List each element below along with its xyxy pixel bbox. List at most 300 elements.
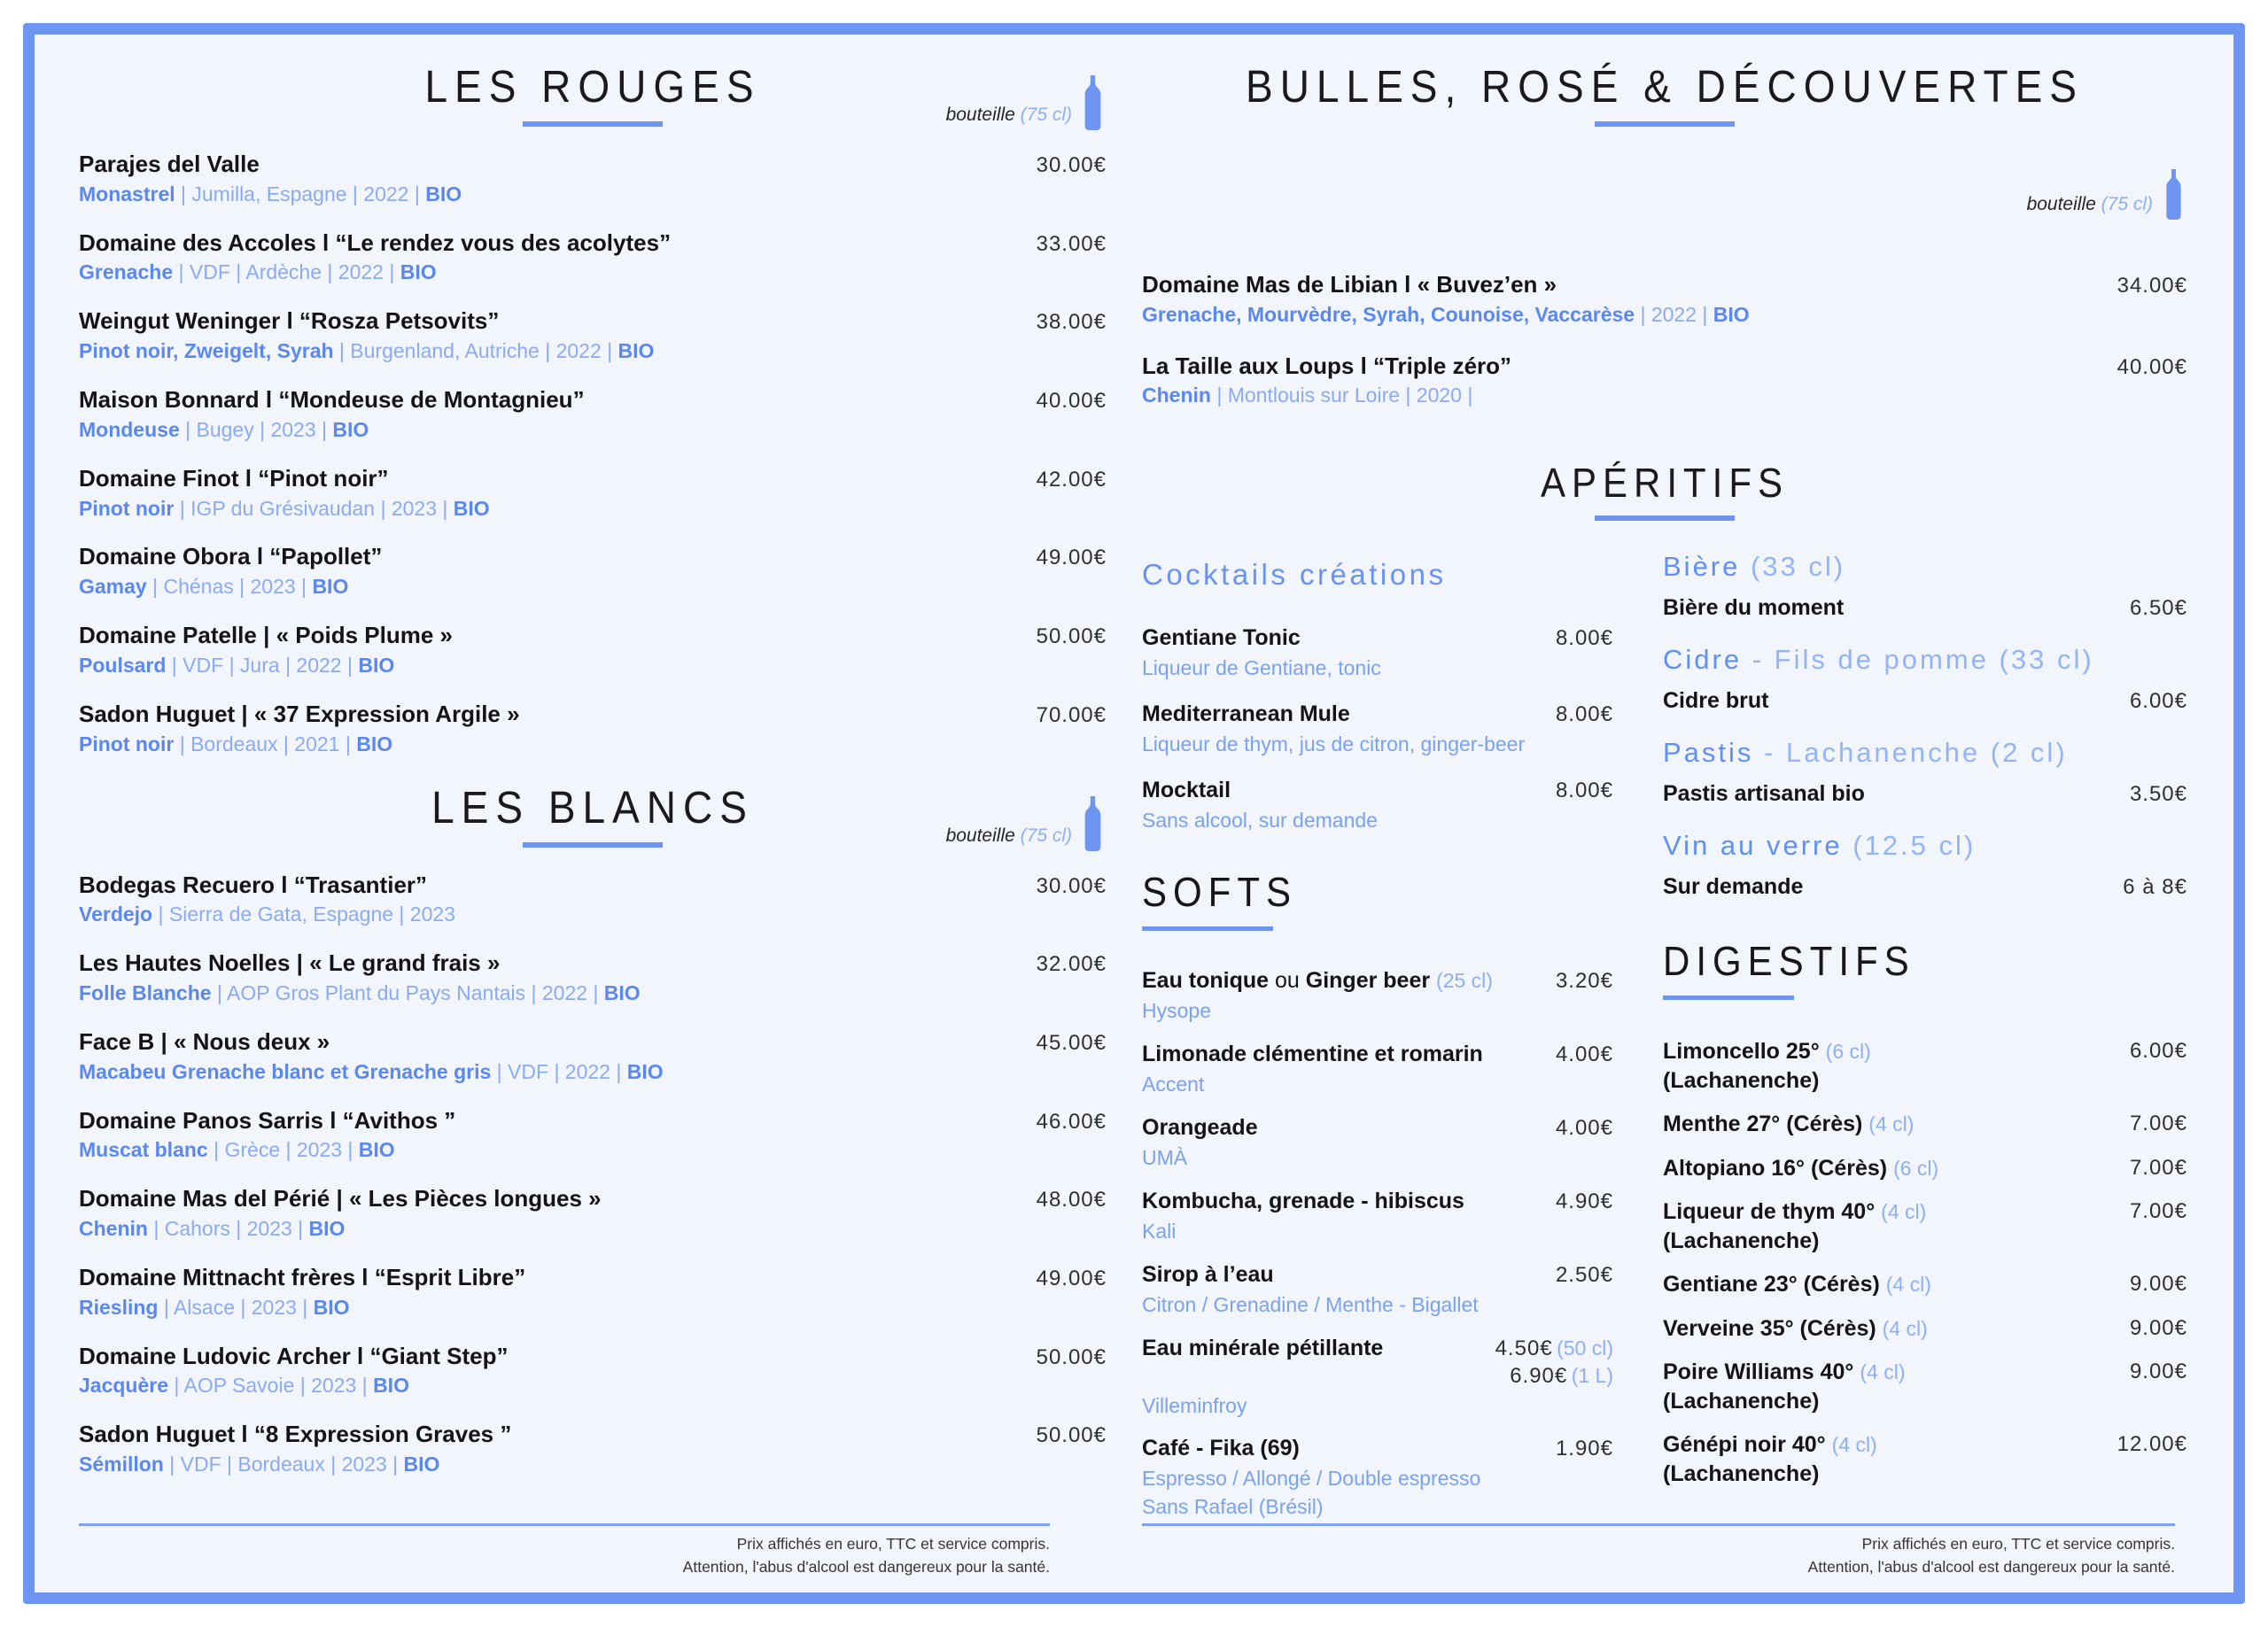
wine-price: 42.00€: [1036, 467, 1107, 492]
wine-grape: Sémillon: [79, 1453, 164, 1476]
wine-item: [79, 621, 1107, 679]
wine-grape: Gamay: [79, 575, 147, 599]
wine-bio-badge: BIO: [308, 1217, 346, 1241]
digestif-item: [1663, 1037, 2187, 1095]
wine-price: 70.00€: [1036, 702, 1107, 727]
digestif-size-label: (4 cl): [1885, 1273, 1931, 1297]
wine-info: [79, 1420, 511, 1478]
soft-item: [1142, 1262, 1613, 1319]
wine-grape: Jacquère: [79, 1374, 169, 1398]
wine-price: 30.00€: [1036, 153, 1107, 177]
soft-price-line: [1495, 1336, 1613, 1361]
cocktail-price: 8.00€: [1555, 702, 1613, 727]
soft-row: [1142, 968, 1613, 994]
wine-bottle-icon: [2163, 169, 2184, 220]
wine-name: Face B | « Nous deux »: [79, 1027, 330, 1055]
cocktail-name: Mocktail: [1142, 778, 1231, 803]
wine-price: 49.00€: [1036, 546, 1107, 570]
wine-price: 33.00€: [1036, 231, 1107, 256]
soft-row: [1142, 1262, 1613, 1288]
digestif-producer: (Lachanenche): [1663, 1388, 1820, 1414]
digestifs-header: [1663, 938, 2187, 1000]
wine-details: [79, 732, 520, 758]
cocktail-name: Mediterranean Mule: [1142, 701, 1350, 727]
wine-item: [79, 700, 1107, 758]
wine-name: Domaine Obora l “Papollet”: [79, 543, 383, 570]
wine-info: [79, 542, 382, 600]
digestif-name-text: Liqueur de thym 40°: [1663, 1199, 1876, 1225]
wine-details: [79, 260, 671, 286]
soft-name-part: Eau tonique: [1142, 968, 1270, 994]
digestif-item: [1663, 1197, 2187, 1255]
soft-item: [1142, 1336, 1613, 1420]
digestif-producer: (Lachanenche): [1663, 1067, 1820, 1093]
digestif-name-text: Menthe 27° (Cérès): [1663, 1112, 1863, 1137]
soft-price-value: 3.20€: [1555, 969, 1613, 994]
wine-grape: Pinot noir: [79, 496, 175, 520]
wine-price: 50.00€: [1036, 1423, 1107, 1448]
wine-bio-badge: BIO: [626, 1059, 664, 1083]
page-wines: [79, 60, 1107, 1578]
section-title-aperitifs: APÉRITIFS: [1540, 460, 1790, 507]
tap-title-main: Bière: [1663, 551, 1741, 583]
wine-price: 40.00€: [2117, 354, 2187, 379]
wine-name: Sadon Huguet l “8 Expression Graves ”: [79, 1421, 512, 1448]
wine-grape: Grenache: [79, 260, 174, 284]
soft-price-size: (1 L): [1571, 1363, 1613, 1387]
soft-name-part: Ginger beer: [1305, 968, 1431, 994]
wine-item: [79, 1263, 1107, 1321]
wine-name: Domaine Finot l “Pinot noir”: [79, 464, 389, 492]
wine-price: 30.00€: [1036, 873, 1107, 898]
digestif-price: 12.00€: [2117, 1432, 2187, 1457]
wine-item: [79, 1106, 1107, 1165]
page-aperitifs: [1142, 60, 2187, 1578]
wine-info: [79, 1184, 602, 1243]
tap-row: [1663, 874, 2187, 900]
section-underline: [1595, 121, 1735, 127]
wine-bio-badge: BIO: [453, 496, 490, 520]
digestif-price: 7.00€: [2129, 1155, 2187, 1180]
cocktail-item: [1142, 778, 1613, 834]
wine-bio-badge: BIO: [313, 1295, 350, 1319]
rouges-header: [79, 60, 1107, 127]
digestif-name: [1663, 1358, 1906, 1415]
tap-title-main: Pastis: [1663, 737, 1754, 769]
wine-item: [79, 1342, 1107, 1400]
cocktail-desc: Sans alcool, sur demande: [1142, 809, 1378, 833]
wine-item: [79, 1184, 1107, 1243]
tap-section: [1663, 737, 2187, 807]
wine-name: Domaine Mittnacht frères l “Esprit Libre”: [79, 1263, 526, 1290]
soft-name: Kombucha, grenade - hibiscus: [1142, 1188, 1464, 1213]
wine-info: [79, 871, 455, 929]
bottle-format-tag: [2027, 169, 2184, 220]
wine-details: [79, 417, 585, 444]
section-underline: [523, 121, 663, 127]
soft-item: [1142, 1189, 1613, 1245]
soft-desc: Accent: [1142, 1072, 1205, 1096]
section-underline: [1663, 996, 1794, 1000]
soft-item: [1142, 1115, 1613, 1172]
soft-price: [1543, 969, 1613, 994]
tap-item-name: Bière du moment: [1663, 595, 1845, 621]
wine-details: [79, 338, 654, 365]
wine-name: Domaine Ludovic Archer l “Giant Step”: [79, 1342, 509, 1369]
softs-header: [1142, 869, 1613, 931]
wine-region-vintage: | Chénas | 2023 |: [146, 575, 313, 599]
wine-grape: Chenin: [79, 1217, 148, 1241]
soft-item: [1142, 968, 1613, 1025]
wine-grape: Macabeu Grenache blanc et Grenache gris: [79, 1059, 492, 1083]
digestif-size-label: (4 cl): [1881, 1200, 1927, 1224]
soft-price: [1483, 1336, 1613, 1389]
bottle-format-label: [946, 105, 1072, 130]
digestif-item: [1663, 1154, 2187, 1183]
digestif-producer: (Lachanenche): [1663, 1228, 1820, 1253]
digestif-name-text: Poire Williams 40°: [1663, 1360, 1854, 1385]
wine-details: [79, 574, 382, 600]
wine-name: Domaine des Accoles l “Le rendez vous des acolytes”: [79, 229, 672, 256]
wine-price: 46.00€: [1036, 1109, 1107, 1134]
wine-info: [79, 621, 453, 679]
wine-region-vintage: | Cahors | 2023 |: [147, 1217, 309, 1241]
soft-price-value: 4.00€: [1555, 1115, 1613, 1140]
wine-region-vintage: | Burgenland, Autriche | 2022 |: [333, 339, 618, 363]
soft-desc: UMÀ: [1142, 1145, 1188, 1169]
wine-info: [79, 1342, 508, 1400]
wine-bio-badge: BIO: [1713, 302, 1750, 326]
wine-name: Parajes del Valle: [79, 151, 260, 177]
wine-info: [79, 385, 585, 444]
soft-price-value: 1.90€: [1555, 1437, 1613, 1461]
section-title-blancs: LES BLANCS: [431, 781, 754, 833]
wine-info: [1142, 352, 1511, 410]
wine-region-vintage: | AOP Savoie | 2023 |: [168, 1374, 374, 1398]
digestif-item: [1663, 1314, 2187, 1344]
wine-item: [79, 385, 1107, 444]
wine-bottle-icon: [1083, 75, 1103, 130]
wine-info: [79, 306, 654, 365]
tap-title-detail: - Lachanenche (2 cl): [1753, 737, 2068, 769]
soft-price-value: 6.90€: [1510, 1363, 1568, 1388]
soft-price: [1543, 1189, 1613, 1214]
wine-bottle-icon: [1083, 796, 1103, 851]
tap-section: [1663, 644, 2187, 714]
menu-inner: [35, 35, 2233, 1592]
digestif-price: 9.00€: [2129, 1315, 2187, 1340]
tap-title-detail: - Fils de pomme (33 cl): [1742, 644, 2094, 676]
digestif-size-label: (6 cl): [1825, 1040, 1871, 1064]
tap-title-detail: (33 cl): [1740, 551, 1846, 583]
cocktails-title: Cocktails créations: [1142, 558, 1447, 592]
wine-bio-badge: BIO: [373, 1374, 409, 1398]
section-title-rouges: LES ROUGES: [424, 60, 761, 112]
bottle-format-tag: [946, 75, 1103, 130]
wine-grape: Grenache, Mourvèdre, Syrah, Counoise, Vaccarèse: [1142, 302, 1635, 326]
wine-bio-badge: BIO: [358, 653, 395, 677]
bottle-size-label: (75 cl): [1020, 825, 1072, 846]
wine-info: [79, 1263, 525, 1321]
tap-title-main: Cidre: [1663, 644, 1743, 676]
wine-grape: Folle Blanche: [79, 980, 212, 1004]
bottle-label: bouteille: [945, 825, 1015, 846]
tap-section: [1663, 830, 2187, 900]
wine-details: [79, 1059, 664, 1086]
wine-price: 45.00€: [1036, 1030, 1107, 1055]
wine-grape: Verdejo: [79, 903, 153, 926]
wine-price: 48.00€: [1036, 1188, 1107, 1213]
wine-bio-badge: BIO: [358, 1138, 395, 1162]
digestif-price: 9.00€: [2129, 1272, 2187, 1297]
wine-bio-badge: BIO: [603, 980, 641, 1004]
tap-title: [1663, 644, 2187, 676]
soft-row: [1142, 1336, 1613, 1389]
tap-row: [1663, 595, 2187, 621]
soft-desc: Kali: [1142, 1219, 1177, 1243]
wine-name: Les Hautes Noelles | « Le grand frais »: [79, 949, 501, 977]
digestif-name: [1663, 1154, 1938, 1183]
digestif-name: [1663, 1037, 1871, 1095]
tap-item-price: 6.00€: [2129, 689, 2187, 714]
digestif-size-label: (6 cl): [1893, 1156, 1939, 1180]
tap-item-name: Cidre brut: [1663, 688, 1769, 714]
menu-frame: [23, 23, 2245, 1604]
footer-note: [1142, 1523, 2175, 1578]
digestif-name: [1663, 1110, 1914, 1139]
cocktail-price: 8.00€: [1555, 779, 1613, 803]
soft-name: [1142, 968, 1493, 994]
wine-details: [79, 1216, 602, 1243]
wine-item: [79, 542, 1107, 600]
aperitifs-header: [1142, 460, 2187, 521]
tap-row: [1663, 781, 2187, 807]
tap-title: [1663, 737, 2187, 769]
column-taps-digestifs: [1663, 551, 2187, 1523]
wine-name: Domaine Mas del Périé | « Les Pièces longues »: [79, 1185, 602, 1213]
wine-details: [79, 182, 462, 208]
footer-note: [79, 1523, 1050, 1578]
wine-bio-badge: BIO: [312, 575, 349, 599]
wine-item: [79, 1027, 1107, 1086]
wine-item: [79, 229, 1107, 287]
bottle-format-label: [2027, 194, 2153, 220]
cocktail-name: Gentiane Tonic: [1142, 625, 1301, 651]
cocktail-price: 8.00€: [1555, 626, 1613, 651]
section-underline: [1595, 515, 1735, 521]
soft-row: [1142, 1042, 1613, 1067]
wine-region-vintage: | VDF | 2022 |: [491, 1059, 627, 1083]
wine-grape: Riesling: [79, 1295, 159, 1319]
digestif-name-text: Génépi noir 40°: [1663, 1432, 1826, 1458]
soft-name: Limonade clémentine et romarin: [1142, 1041, 1483, 1066]
soft-price-line: [1510, 1364, 1613, 1389]
wine-item: [1142, 270, 2187, 329]
digestif-price: 9.00€: [2129, 1360, 2187, 1384]
soft-price-size: (50 cl): [1557, 1336, 1613, 1360]
wine-region-vintage: | Montlouis sur Loire | 2020 |: [1210, 384, 1473, 407]
bottle-size-label: (75 cl): [1020, 105, 1072, 125]
bottle-label: bouteille: [945, 105, 1015, 125]
wine-info: [79, 150, 462, 208]
wine-region-vintage: | VDF | Jura | 2022 |: [166, 653, 359, 677]
cocktail-row: [1142, 701, 1613, 727]
digestif-item: [1663, 1110, 2187, 1139]
soft-row: [1142, 1189, 1613, 1214]
soft-size-label: (25 cl): [1436, 969, 1493, 993]
wine-details: [79, 653, 453, 679]
cocktail-row: [1142, 778, 1613, 803]
wine-name: Maison Bonnard l “Mondeuse de Montagnieu”: [79, 386, 585, 414]
wine-bio-badge: BIO: [617, 339, 655, 363]
cocktail-item: [1142, 625, 1613, 682]
wine-price: 34.00€: [2117, 274, 2187, 298]
wine-details: [79, 902, 455, 928]
digestif-name-text: Verveine 35° (Cérès): [1663, 1315, 1876, 1341]
wine-item: [79, 464, 1107, 523]
wine-region-vintage: | Grèce | 2023 |: [207, 1138, 359, 1162]
wine-bio-badge: BIO: [356, 732, 393, 755]
tap-section: [1663, 551, 2187, 621]
soft-desc: Espresso / Allongé / Double espresso: [1142, 1467, 1481, 1491]
wine-price: 50.00€: [1036, 624, 1107, 649]
section-underline: [523, 842, 663, 848]
wine-name: Bodegas Recuero l “Trasantier”: [79, 871, 428, 898]
wine-item: [79, 1420, 1107, 1478]
wine-name: Domaine Mas de Libian l « Buvez’en »: [1142, 271, 1557, 298]
wine-info: [79, 700, 520, 758]
soft-price-value: 4.00€: [1555, 1042, 1613, 1066]
soft-price: [1543, 1437, 1613, 1461]
tap-item-price: 6 à 8€: [2123, 875, 2187, 900]
digestif-item: [1663, 1270, 2187, 1299]
wine-name: La Taille aux Loups l “Triple zéro”: [1142, 352, 1512, 379]
soft-name: Eau minérale pétillante: [1142, 1335, 1384, 1360]
wine-region-vintage: | AOP Gros Plant du Pays Nantais | 2022 |: [211, 980, 604, 1004]
wine-info: [79, 1027, 664, 1086]
soft-name-conj: ou: [1269, 968, 1306, 994]
cocktail-desc: Liqueur de Gentiane, tonic: [1142, 656, 1381, 680]
bottle-format-label: [946, 825, 1072, 851]
wine-grape: Pinot noir, Zweigelt, Syrah: [79, 339, 334, 363]
digestif-size-label: (4 cl): [1868, 1112, 1915, 1136]
wine-item: [1142, 352, 2187, 410]
softs-title: SOFTS: [1142, 869, 1298, 915]
tap-item-name: Sur demande: [1663, 874, 1804, 900]
soft-row: [1142, 1436, 1613, 1461]
soft-price: [1543, 1263, 1613, 1288]
soft-item: [1142, 1436, 1613, 1521]
soft-price-value: 2.50€: [1555, 1262, 1613, 1287]
bottle-size-label: (75 cl): [2101, 194, 2153, 214]
soft-name: Sirop à l’eau: [1142, 1261, 1274, 1287]
wine-item: [79, 871, 1107, 929]
wine-details: [79, 1452, 511, 1478]
digestif-item: [1663, 1430, 2187, 1488]
soft-item: [1142, 1042, 1613, 1098]
digestif-item: [1663, 1358, 2187, 1415]
digestif-price: 6.00€: [2129, 1039, 2187, 1064]
wine-price: 32.00€: [1036, 952, 1107, 977]
soft-desc: Hysope: [1142, 999, 1211, 1023]
soft-name: Café - Fika (69): [1142, 1436, 1300, 1461]
wine-item: [79, 949, 1107, 1007]
wine-bio-badge: BIO: [400, 260, 437, 284]
digestif-producer: (Lachanenche): [1663, 1460, 1820, 1486]
wine-info: [79, 229, 671, 287]
digestif-name-text: Altopiano 16° (Cérès): [1663, 1155, 1888, 1181]
wine-grape: Muscat blanc: [79, 1138, 208, 1162]
digestif-name-text: Gentiane 23° (Cérès): [1663, 1272, 1880, 1298]
digestif-price: 7.00€: [2129, 1199, 2187, 1224]
wine-info: [79, 464, 490, 523]
wine-grape: Poulsard: [79, 653, 167, 677]
digestif-name: [1663, 1430, 1877, 1488]
wine-region-vintage: | 2022 |: [1635, 302, 1713, 326]
footer-line-prices: Prix affichés en euro, TTC et service compris.: [1861, 1535, 2175, 1553]
digestifs-title: DIGESTIFS: [1663, 938, 1915, 985]
soft-desc: Sans Rafael (Brésil): [1142, 1495, 1324, 1519]
tap-item-price: 3.50€: [2129, 782, 2187, 807]
wine-grape: Pinot noir: [79, 732, 175, 755]
wine-details: [79, 1373, 508, 1399]
cocktail-item: [1142, 701, 1613, 758]
digestif-price: 7.00€: [2129, 1112, 2187, 1136]
footer-line-prices: Prix affichés en euro, TTC et service compris.: [736, 1535, 1050, 1553]
wine-grape: Chenin: [1142, 384, 1211, 407]
wine-bio-badge: BIO: [403, 1453, 440, 1476]
digestif-name: [1663, 1314, 1928, 1344]
soft-price: [1543, 1116, 1613, 1141]
bulles-header: [1142, 60, 2187, 214]
digestif-size-label: (4 cl): [1882, 1316, 1928, 1340]
soft-price-value: 4.90€: [1555, 1189, 1613, 1213]
wine-details: [79, 1295, 525, 1321]
wine-name: Domaine Panos Sarris l “Avithos ”: [79, 1106, 456, 1134]
wine-info: [79, 1106, 455, 1165]
cocktail-row: [1142, 625, 1613, 651]
footer-line-warning: Attention, l'abus d'alcool est dangereux pour la santé.: [682, 1557, 1050, 1576]
wine-name: Weingut Weninger l “Rosza Petsovits”: [79, 307, 500, 335]
wine-price: 38.00€: [1036, 310, 1107, 335]
cocktail-desc: Liqueur de thym, jus de citron, ginger-beer: [1142, 732, 1526, 756]
digestif-name: [1663, 1270, 1931, 1299]
wine-name: Domaine Patelle | « Poids Plume »: [79, 622, 453, 649]
wine-name: Sadon Huguet | « 37 Expression Argile »: [79, 700, 520, 727]
wine-item: [79, 150, 1107, 208]
wine-region-vintage: | Bugey | 2023 |: [179, 417, 333, 441]
footer-line-warning: Attention, l'abus d'alcool est dangereux pour la santé.: [1807, 1557, 2175, 1576]
section-underline: [1142, 926, 1273, 931]
soft-price-value: 4.50€: [1495, 1336, 1553, 1360]
wine-region-vintage: | Bordeaux | 2021 |: [174, 732, 357, 755]
wine-info: [1142, 270, 1750, 329]
tap-title-main: Vin au verre: [1663, 830, 1843, 862]
wine-region-vintage: | IGP du Grésivaudan | 2023 |: [174, 496, 454, 520]
tap-row: [1663, 688, 2187, 714]
wine-details: [79, 496, 490, 523]
wine-grape: Monastrel: [79, 182, 175, 205]
wine-info: [79, 949, 641, 1007]
wine-details: [79, 980, 641, 1007]
wine-details: [1142, 383, 1511, 409]
wine-details: [79, 1137, 455, 1164]
wine-price: 40.00€: [1036, 389, 1107, 414]
wine-bio-badge: BIO: [332, 417, 369, 441]
digestif-size-label: (4 cl): [1831, 1433, 1877, 1457]
bottle-label: bouteille: [2026, 194, 2096, 214]
tap-title: [1663, 830, 2187, 862]
